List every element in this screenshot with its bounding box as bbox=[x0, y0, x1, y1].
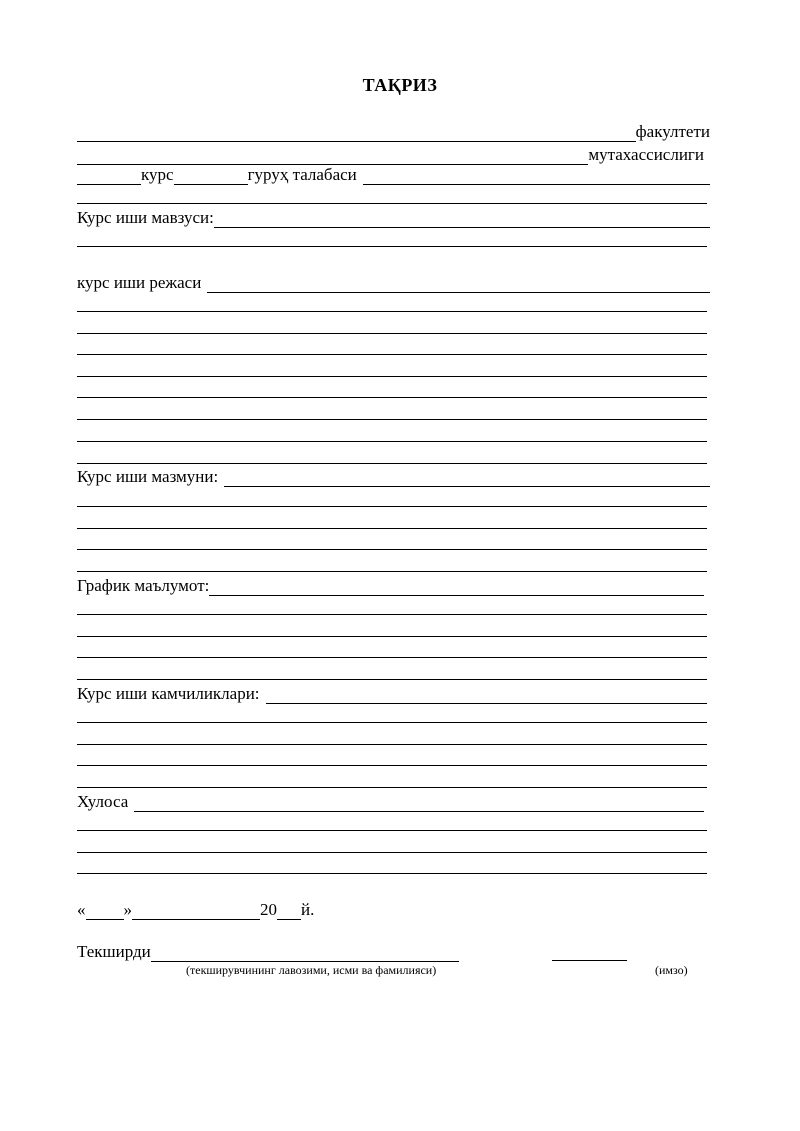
blank-line[interactable] bbox=[77, 203, 707, 204]
faculty-field[interactable] bbox=[77, 124, 636, 142]
topic-row bbox=[77, 208, 710, 228]
course-label: курс bbox=[141, 165, 174, 184]
blank-line[interactable] bbox=[77, 441, 707, 442]
course-number-field[interactable] bbox=[77, 167, 141, 185]
blank-line[interactable] bbox=[77, 852, 707, 853]
blank-line[interactable] bbox=[77, 722, 707, 723]
plan-row bbox=[77, 273, 710, 293]
plan-field[interactable] bbox=[207, 275, 710, 293]
blank-line[interactable] bbox=[77, 787, 707, 788]
checked-label: Текширди bbox=[77, 942, 151, 961]
date-close-quote: » bbox=[123, 900, 132, 919]
faculty-row bbox=[77, 122, 710, 142]
content-label: Курс иши мазмуни: bbox=[77, 467, 219, 486]
blank-line[interactable] bbox=[77, 528, 707, 529]
blank-line[interactable] bbox=[77, 614, 707, 615]
blank-line[interactable] bbox=[77, 765, 707, 766]
date-row bbox=[77, 900, 314, 920]
checker-field[interactable] bbox=[151, 944, 459, 962]
blank-line[interactable] bbox=[77, 873, 707, 874]
blank-line[interactable] bbox=[77, 311, 707, 312]
blank-line[interactable] bbox=[77, 744, 707, 745]
topic-label: Курс иши мавзуси: bbox=[77, 208, 214, 227]
date-open-quote: « bbox=[77, 900, 86, 919]
date-year-field[interactable] bbox=[277, 902, 301, 920]
blank-line[interactable] bbox=[77, 657, 707, 658]
date-month-field[interactable] bbox=[132, 902, 260, 920]
date-year-suffix: й. bbox=[301, 900, 315, 919]
blank-line[interactable] bbox=[77, 571, 707, 572]
student-row bbox=[77, 165, 710, 185]
plan-label: курс иши режаси bbox=[77, 273, 202, 292]
blank-line[interactable] bbox=[77, 246, 707, 247]
blank-line[interactable] bbox=[77, 463, 707, 464]
blank-line[interactable] bbox=[77, 549, 707, 550]
graphic-row bbox=[77, 576, 704, 596]
group-label: гуруҳ талабаси bbox=[247, 165, 357, 184]
specialty-field[interactable] bbox=[77, 147, 588, 165]
date-year-prefix: 20 bbox=[260, 900, 277, 919]
shortcomings-row bbox=[77, 684, 707, 704]
student-name-field[interactable] bbox=[363, 167, 710, 185]
blank-line[interactable] bbox=[77, 376, 707, 377]
checker-caption: (текширувчининг лавозими, исми ва фамилияси) bbox=[186, 963, 437, 977]
blank-line[interactable] bbox=[77, 397, 707, 398]
checked-row bbox=[77, 942, 459, 962]
content-field[interactable] bbox=[224, 469, 710, 487]
shortcomings-label: Курс иши камчиликлари: bbox=[77, 684, 260, 703]
conclusion-row bbox=[77, 792, 704, 812]
specialty-label: мутахассислиги bbox=[588, 145, 704, 164]
blank-line[interactable] bbox=[77, 679, 707, 680]
blank-line[interactable] bbox=[77, 333, 707, 334]
blank-line[interactable] bbox=[77, 506, 707, 507]
document-title: ТАҚРИЗ bbox=[362, 75, 438, 95]
signature-field[interactable] bbox=[552, 960, 627, 961]
blank-line[interactable] bbox=[77, 830, 707, 831]
conclusion-label: Хулоса bbox=[77, 792, 129, 811]
shortcomings-field[interactable] bbox=[266, 686, 707, 704]
graphic-field[interactable] bbox=[209, 578, 704, 596]
conclusion-field[interactable] bbox=[134, 794, 704, 812]
faculty-label: факултети bbox=[635, 122, 710, 141]
graphic-label: График маълумот: bbox=[77, 576, 210, 595]
content-row bbox=[77, 467, 710, 487]
group-number-field[interactable] bbox=[174, 167, 248, 185]
blank-line[interactable] bbox=[77, 354, 707, 355]
specialty-row bbox=[77, 145, 704, 165]
date-day-field[interactable] bbox=[86, 902, 124, 920]
topic-field[interactable] bbox=[214, 210, 710, 228]
signature-caption: (имзо) bbox=[655, 963, 688, 977]
blank-line[interactable] bbox=[77, 636, 707, 637]
blank-line[interactable] bbox=[77, 419, 707, 420]
